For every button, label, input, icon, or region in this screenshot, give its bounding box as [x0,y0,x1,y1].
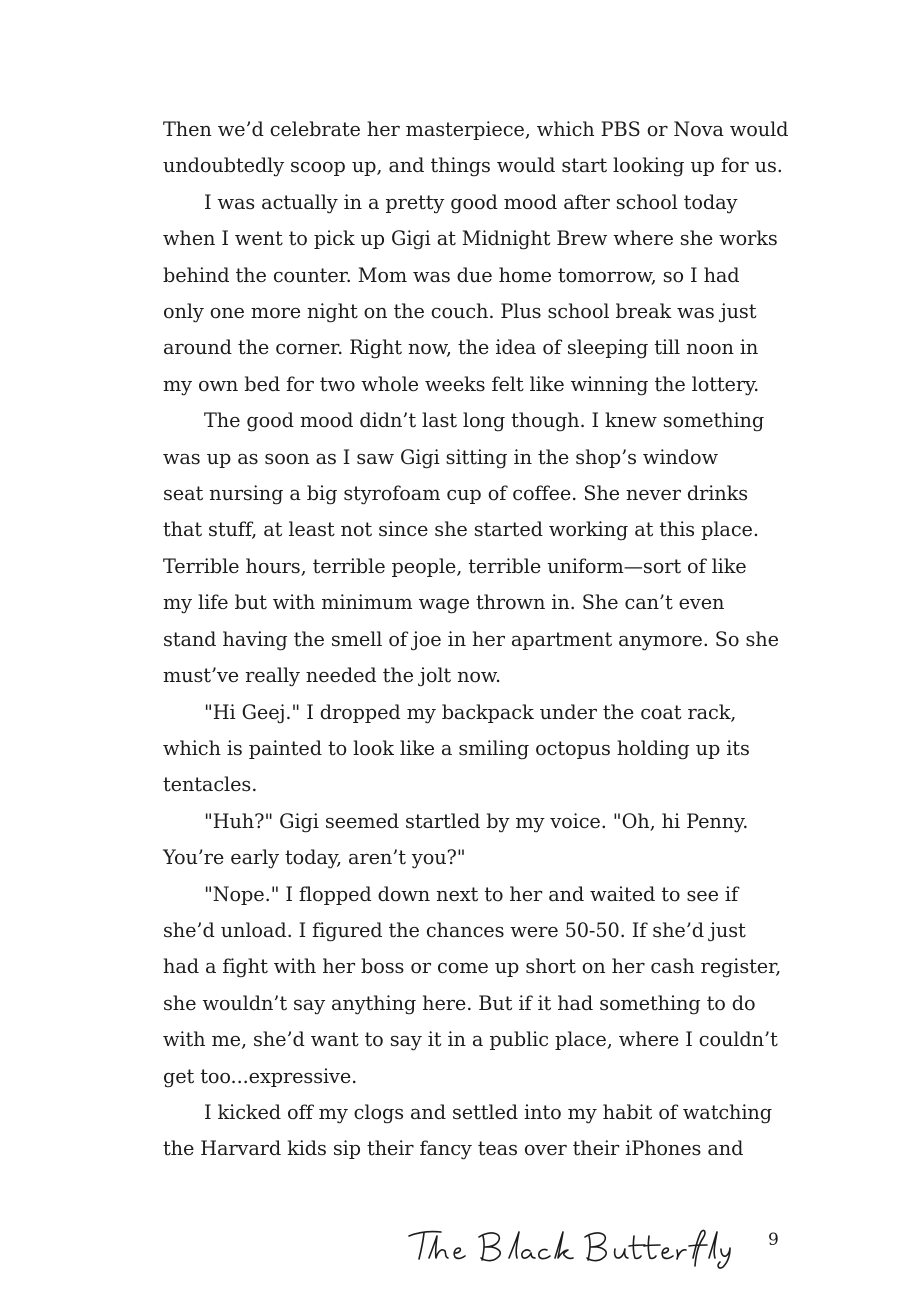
paragraph [163,1095,783,1168]
page-number: 9 [768,1230,779,1250]
text-line: The good mood didn’t last long though. I knew something [204,409,765,433]
paragraph [163,403,783,694]
text-line: stand having the smell of joe in her apartment anymore. So she [163,627,779,651]
paragraph [163,695,783,804]
text-line: I kicked off my clogs and settled into my habit of watching [204,1100,772,1124]
text-line: behind the counter. Mom was due home tomorrow, so I had [163,263,740,287]
text-line: which is painted to look like a smiling octopus holding up its [163,736,750,760]
text-line: she’d unload. I figured the chances were 50-50. If she’d just [163,918,746,942]
paragraph [163,877,783,1095]
text-line: I was actually in a pretty good mood after school today [204,190,738,214]
text-line: she wouldn’t say anything here. But if it had something to do [163,991,756,1015]
text-line: had a fight with her boss or come up short on her cash register, [163,955,782,979]
text-line: "Nope." I flopped down next to her and waited to see if [204,882,739,906]
text-line: only one more night on the couch. Plus school break was just [163,300,757,324]
body-text [163,112,789,1168]
text-line: tentacles. [163,773,258,797]
text-line: "Huh?" Gigi seemed startled by my voice. "Oh, hi Penny. [204,809,749,833]
text-line: that stuff, at least not since she started working at this place. [163,518,759,542]
text-line: get too...expressive. [163,1064,358,1088]
running-footer [400,1212,800,1272]
text-line: Then we’d celebrate her masterpiece, which PBS or Nova would [163,118,789,141]
paragraph [163,112,789,185]
text-line: undoubtedly scoop up, and things would start looking up for us. [163,154,783,178]
text-line: You’re early today, aren’t you?" [163,846,466,870]
text-line: with me, she’d want to say it in a public place, where I couldn’t [163,1028,778,1052]
text-line: my life but with minimum wage thrown in. She can’t even [163,591,725,615]
text-line: must’ve really needed the jolt now. [163,664,502,688]
text-line: my own bed for two whole weeks felt like winning the lottery. [163,372,760,396]
paragraph [163,804,783,877]
book-title-script [405,1220,735,1270]
text-line: the Harvard kids sip their fancy teas over their iPhones and [163,1137,744,1161]
text-line: was up as soon as I saw Gigi sitting in the shop’s window [163,445,718,469]
text-line: Terrible hours, terrible people, terrible uniform—sort of like [163,554,747,578]
paragraph [163,185,783,403]
book-title-logo [405,1220,735,1270]
text-line: when I went to pick up Gigi at Midnight Brew where she works [163,227,778,251]
text-line: around the corner. Right now, the idea of sleeping till noon in [163,336,759,360]
text-line: "Hi Geej." I dropped my backpack under the coat rack, [204,700,737,724]
text-line: seat nursing a big styrofoam cup of coffee. She never drinks [163,482,748,506]
